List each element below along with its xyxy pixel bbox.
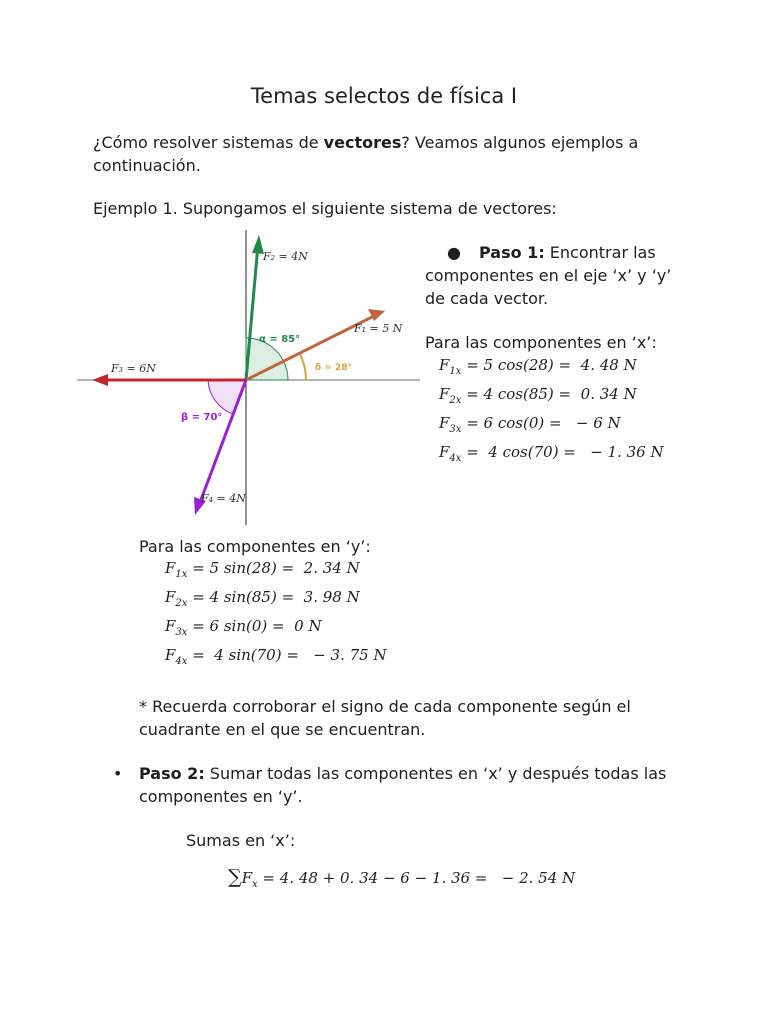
label-f1: F₁ = 5 N — [354, 322, 403, 335]
page-title: Temas selectos de física I — [250, 84, 518, 108]
label-delta: δ = 28° — [315, 363, 353, 373]
y-components-equations — [165, 559, 485, 679]
equation-f2y: $F_{2x} = 4$ sin(85) = 3. 98 N — [165, 588, 360, 609]
sum-x-equation: $\sum F_x = 4$. 48 + 0. 34 − 6 − 1. 36 = − 2. 54 N — [228, 866, 576, 890]
label-beta: β = 70° — [181, 412, 223, 423]
step-2-paragraph — [139, 762, 679, 808]
intro-text-after: ? Veamos algunos ejemplos a continuación. — [93, 133, 639, 175]
delta-arc — [299, 352, 306, 380]
vector-diagram — [70, 225, 430, 530]
equation-f3y: $F_{3x} = 6$ sin(0) = 0 N — [165, 617, 322, 638]
equation-f2x: $F_{2x} = 4$ cos(85) = 0. 34 N — [439, 385, 637, 406]
step-2-text: Sumar todas las componentes en ‘x’ y después todas las componentes en ‘y’. — [139, 764, 667, 806]
step-2-label: Paso 2: — [139, 764, 205, 783]
x-components-equations — [439, 356, 739, 476]
y-components-heading: Para las componentes en ‘y’: — [139, 537, 371, 556]
intro-paragraph — [93, 131, 683, 177]
example-1-intro: Ejemplo 1. Supongamos el siguiente sistema de vectores: — [93, 199, 557, 218]
step-1-block — [425, 241, 685, 310]
label-alpha: α = 85° — [259, 334, 301, 345]
sums-x-heading: Sumas en ‘x’: — [186, 831, 296, 850]
step-1-paragraph — [425, 241, 685, 310]
bullet-icon: ● — [447, 243, 461, 262]
intro-bold-vectores: vectores — [323, 133, 402, 152]
x-components-heading: Para las componentes en ‘x’: — [425, 333, 657, 352]
equation-f1x: $F_{1x} = 5$ cos(28) = 4. 48 N — [439, 356, 637, 377]
equation-f1y: $F_{1x} = 5$ sin(28) = 2. 34 N — [165, 559, 360, 580]
label-f2: F₂ = 4N — [263, 250, 308, 263]
equation-f3x: $F_{3x} = 6$ cos(0) = − 6 N — [439, 414, 621, 435]
equation-f4y: $F_{4x} = 4$ sin(70) = − 3. 75 N — [165, 646, 387, 667]
intro-text-before: ¿Cómo resolver sistemas de — [93, 133, 324, 152]
equation-f4x: $F_{4x} = 4$ cos(70) = − 1. 36 N — [439, 443, 664, 464]
step-1-label: Paso 1: — [479, 243, 545, 262]
bullet-icon: • — [113, 764, 123, 783]
label-f4: F₄ = 4N — [201, 492, 246, 505]
step-1-text: Encontrar las componentes en el eje ‘x’ y ‘y’ de cada vector. — [425, 243, 672, 308]
label-f3: F₃ = 6N — [111, 362, 156, 375]
sign-note: * Recuerda corroborar el signo de cada componente según el cuadrante en el que se encuentran. — [139, 697, 631, 739]
